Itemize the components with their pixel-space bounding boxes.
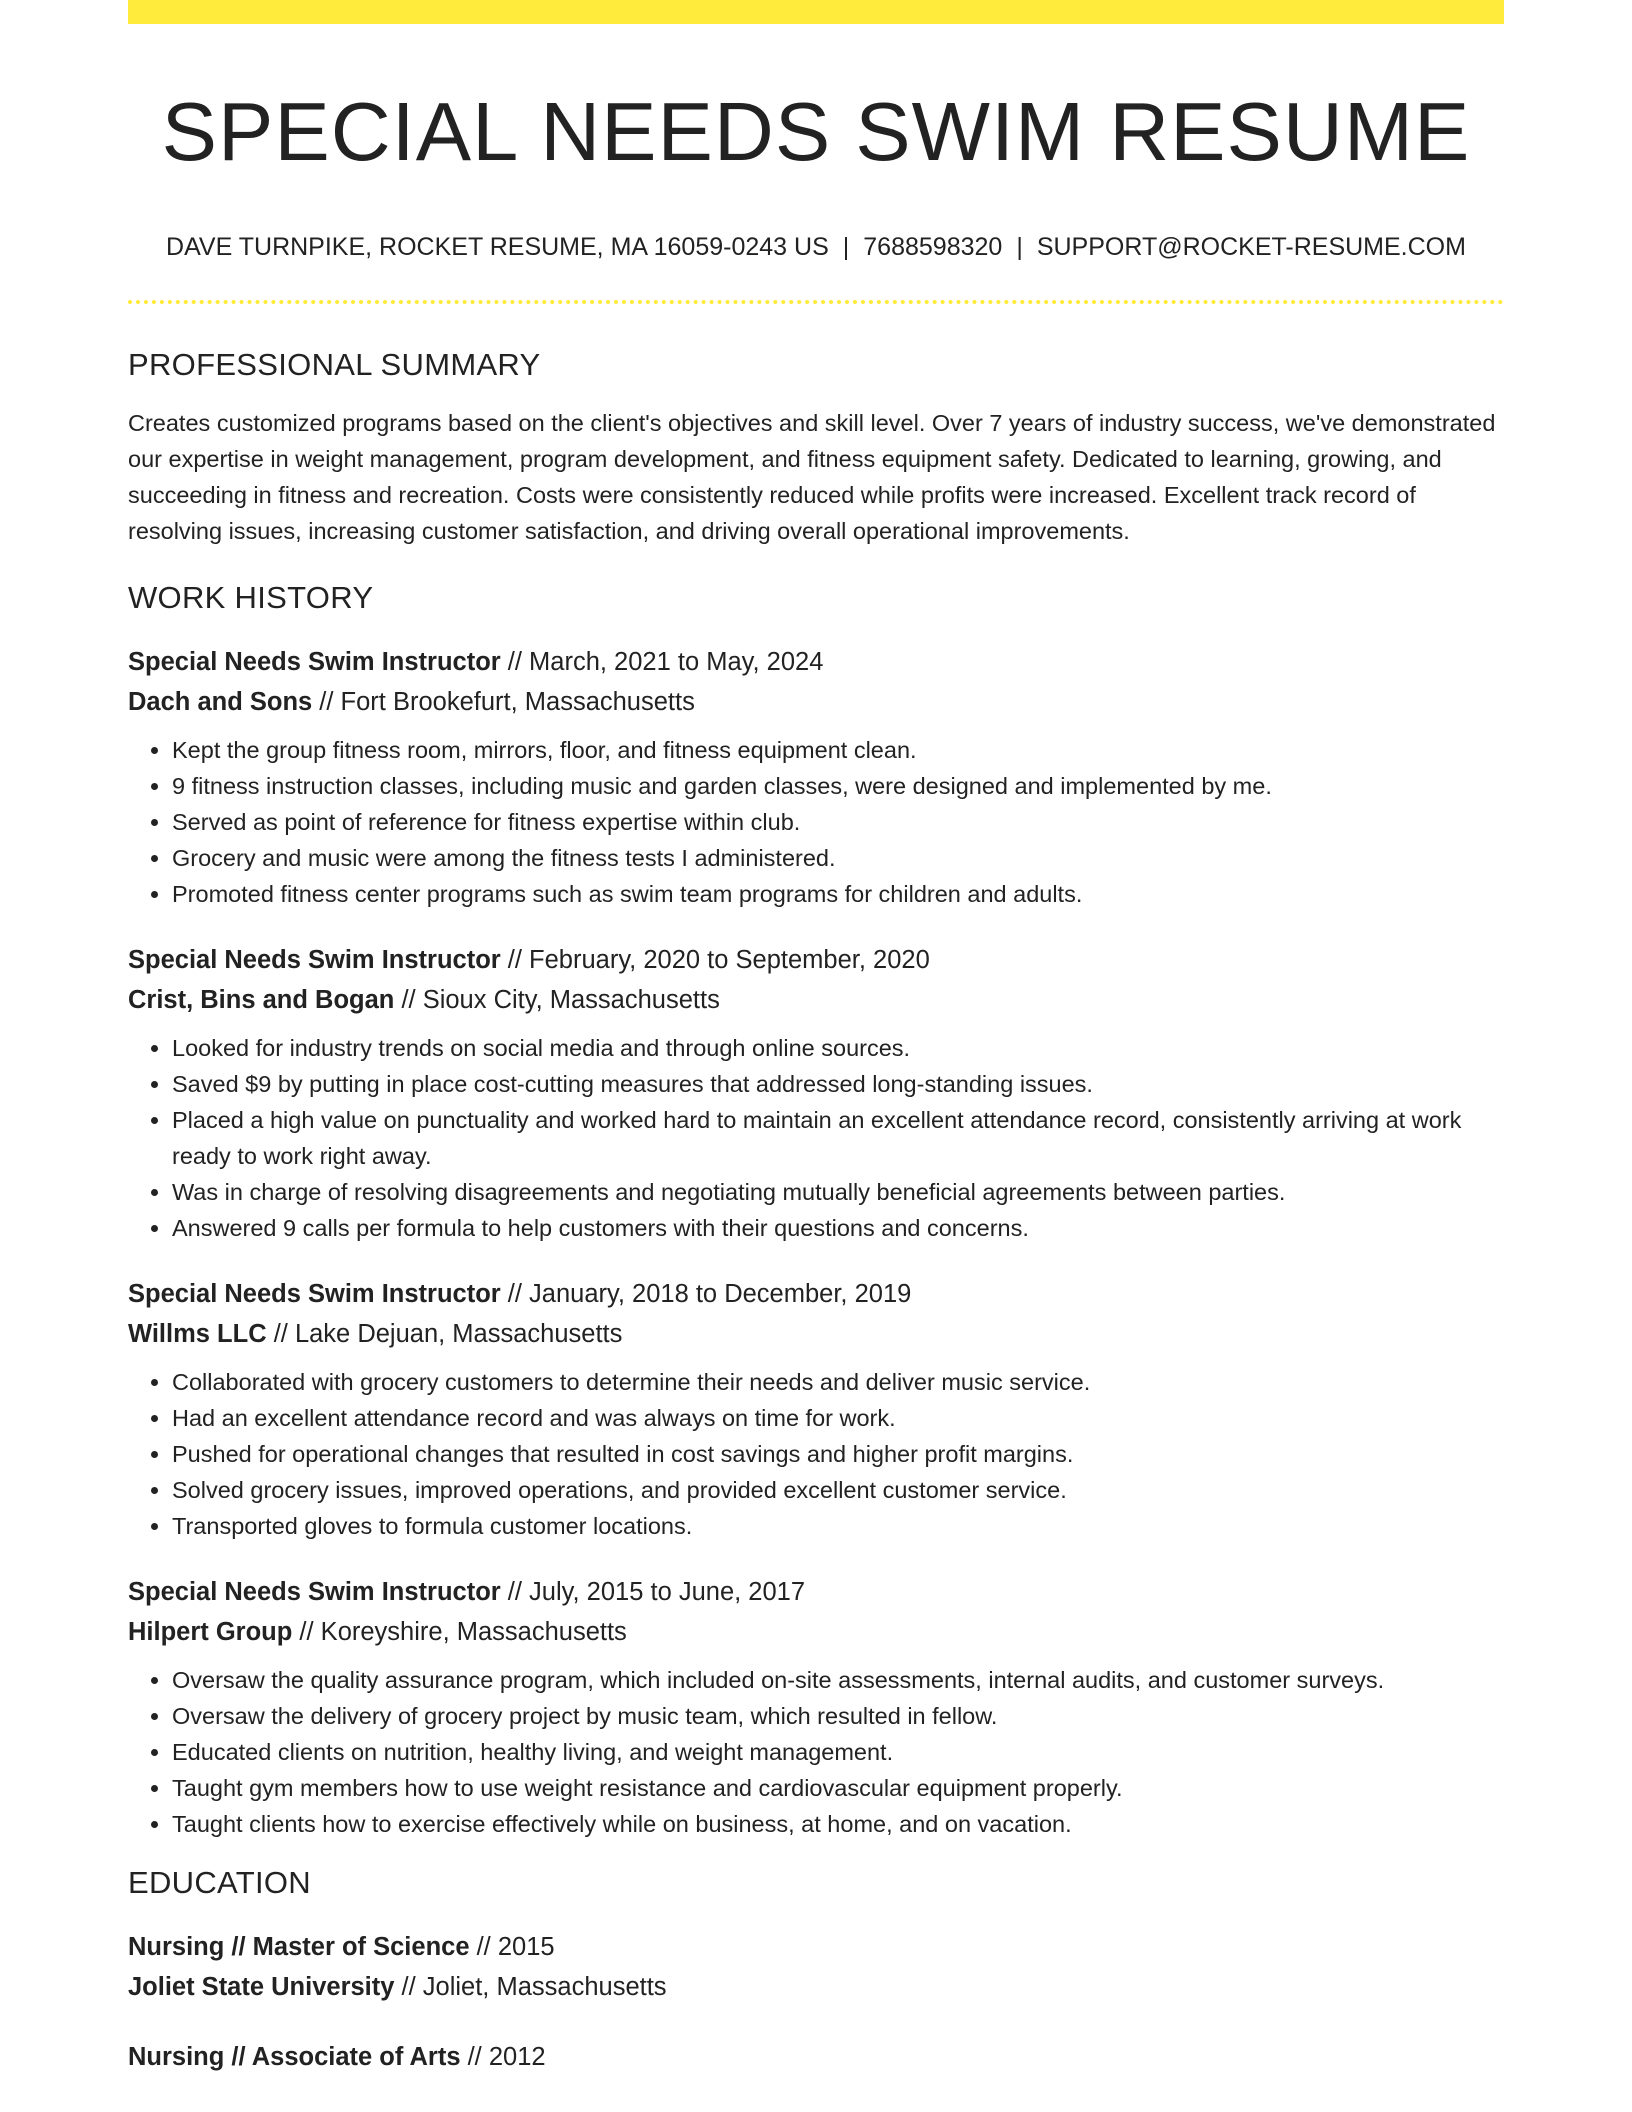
job-bullets: [128, 1030, 1504, 1246]
job-bullet: • Served as point of reference for fitness expertise within club.: [172, 804, 1504, 840]
work-history-heading: WORK HISTORY: [128, 579, 374, 615]
job-location: // Lake Dejuan, Massachusetts: [266, 1319, 623, 1348]
job-location: // Sioux City, Massachusetts: [394, 985, 720, 1014]
job-bullet: • Answered 9 calls per formula to help customers with their questions and concerns.: [172, 1210, 1504, 1246]
job-bullets: [128, 732, 1504, 912]
job-title: Special Needs Swim Instructor: [128, 1279, 501, 1308]
education-degree: Nursing // Associate of Arts: [128, 2043, 461, 2072]
contact-email: SUPPORT@ROCKET-RESUME.COM: [1036, 232, 1466, 261]
job-entry: [128, 940, 1504, 1246]
job-company: Dach and Sons: [128, 687, 313, 716]
resume-title: SPECIAL NEEDS SWIM RESUME: [161, 85, 1471, 178]
contact-separator: |: [1016, 232, 1023, 261]
job-entry: [128, 1274, 1504, 1544]
job-bullet: • Saved $9 by putting in place cost-cutting measures that addressed long-standing issues.: [172, 1066, 1504, 1102]
job-dates: // March, 2021 to May, 2024: [500, 647, 824, 676]
job-bullet: • Was in charge of resolving disagreements and negotiating mutually beneficial agreements between parties.: [172, 1174, 1504, 1210]
job-company-line: [128, 980, 1504, 1020]
job-company-line: [128, 1314, 1504, 1354]
contact-separator: |: [842, 232, 850, 261]
contact-line: [128, 232, 1504, 262]
job-bullet: • Had an excellent attendance record and was always on time for work.: [172, 1400, 1504, 1436]
job-bullet: • Kept the group fitness room, mirrors, floor, and fitness equipment clean.: [172, 732, 1504, 768]
job-company: Willms LLC: [128, 1319, 267, 1348]
summary-text: Creates customized programs based on the client's objectives and skill level. Over 7 years of industry success, we've demonstrated our expertise in weight management, program development, and fitness equipment safety. Dedicated to learning, growing, and succeeding in fitness and recreation. Costs were consistently reduced while profits were increased. Excellent track record of resolving issues, increasing customer satisfaction, and driving overall operational improvements.: [128, 409, 1496, 544]
job-bullet: • Placed a high value on punctuality and worked hard to maintain an excellent attendance record, consistently arriving at work ready to work right away.: [172, 1102, 1504, 1174]
job-bullet: • Pushed for operational changes that resulted in cost savings and higher profit margins.: [172, 1436, 1504, 1472]
job-dates: // July, 2015 to June, 2017: [500, 1577, 806, 1606]
job-title-line: [128, 940, 1504, 980]
education-entry: [128, 2037, 1504, 2077]
job-dates: // January, 2018 to December, 2019: [500, 1279, 912, 1308]
job-bullet: • Taught gym members how to use weight resistance and cardiovascular equipment properly.: [172, 1770, 1504, 1806]
education-entry: [128, 1927, 1504, 2007]
job-bullet: • Educated clients on nutrition, healthy living, and weight management.: [172, 1734, 1504, 1770]
job-bullet: • Grocery and music were among the fitness tests I administered.: [172, 840, 1504, 876]
job-bullet: • Looked for industry trends on social media and through online sources.: [172, 1030, 1504, 1066]
job-location: // Koreyshire, Massachusetts: [292, 1617, 627, 1646]
contact-address: DAVE TURNPIKE, ROCKET RESUME, MA 16059-0243 US: [166, 232, 829, 261]
education-year: // 2015: [469, 1933, 555, 1962]
job-bullets: [128, 1662, 1504, 1842]
job-title: Special Needs Swim Instructor: [128, 1577, 501, 1606]
education-degree-line: [128, 1927, 1504, 1967]
education-school-line: [128, 1967, 1504, 2007]
job-bullets: [128, 1364, 1504, 1544]
job-title-line: [128, 642, 1504, 682]
education-location: // Joliet, Massachusetts: [394, 1973, 667, 2002]
education-degree: Nursing // Master of Science: [128, 1933, 470, 1962]
summary-heading: PROFESSIONAL SUMMARY: [128, 346, 541, 382]
job-title: Special Needs Swim Instructor: [128, 647, 501, 676]
education-school: Joliet State University: [128, 1973, 395, 2002]
education-degree-line: [128, 2037, 1504, 2077]
job-bullet: • Solved grocery issues, improved operations, and provided excellent customer service.: [172, 1472, 1504, 1508]
job-title-line: [128, 1572, 1504, 1612]
dotted-divider: [128, 300, 1504, 304]
education-year: // 2012: [460, 2043, 546, 2072]
job-bullet: • Oversaw the quality assurance program, which included on-site assessments, internal audits, and customer surveys.: [172, 1662, 1504, 1698]
job-location: // Fort Brookefurt, Massachusetts: [312, 687, 695, 716]
job-bullet: • Taught clients how to exercise effectively while on business, at home, and on vacation.: [172, 1806, 1504, 1842]
job-title: Special Needs Swim Instructor: [128, 945, 501, 974]
resume-page: [128, 0, 1504, 2077]
accent-top-bar: [128, 0, 1504, 24]
education-heading: EDUCATION: [128, 1864, 311, 1900]
job-dates: // February, 2020 to September, 2020: [500, 945, 930, 974]
job-bullet: • Oversaw the delivery of grocery project by music team, which resulted in fellow.: [172, 1698, 1504, 1734]
job-company: Crist, Bins and Bogan: [128, 985, 395, 1014]
job-entry: [128, 642, 1504, 912]
job-company-line: [128, 1612, 1504, 1652]
job-bullet: • 9 fitness instruction classes, including music and garden classes, were designed and implemented by me.: [172, 768, 1504, 804]
job-entry: [128, 1572, 1504, 1842]
job-bullet: • Promoted fitness center programs such as swim team programs for children and adults.: [172, 876, 1504, 912]
job-bullet: • Collaborated with grocery customers to determine their needs and deliver music service.: [172, 1364, 1504, 1400]
job-company-line: [128, 682, 1504, 722]
job-company: Hilpert Group: [128, 1617, 293, 1646]
job-bullet: • Transported gloves to formula customer locations.: [172, 1508, 1504, 1544]
contact-phone: 7688598320: [863, 232, 1003, 261]
job-title-line: [128, 1274, 1504, 1314]
